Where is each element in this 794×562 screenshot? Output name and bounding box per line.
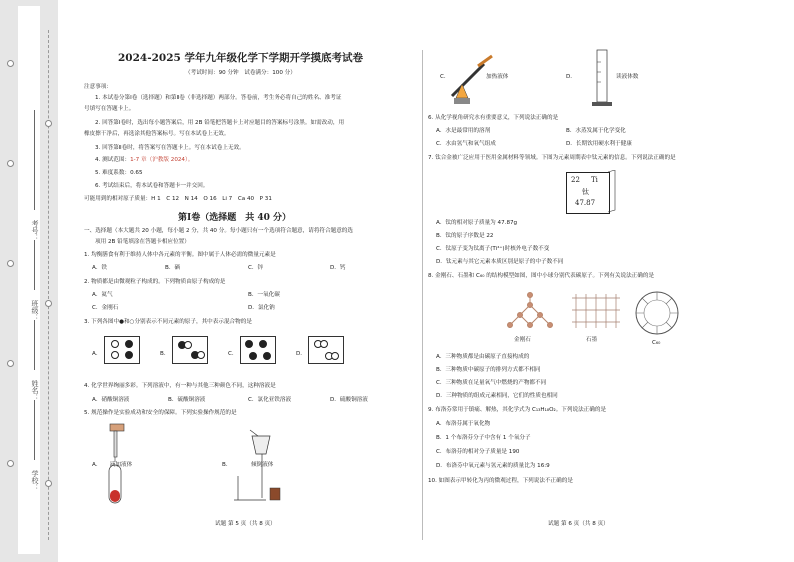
fill-line (34, 240, 35, 290)
q8-option-c: C．三种物质在足量氧气中燃烧的产物都不同 (436, 380, 547, 386)
question-9: 9. 布洛芬常用于镇痛、解热，其化学式为 C₁₃H₁₈O₂。下列说法正确的是 (428, 407, 607, 413)
exam-meta: （考试时间：90 分钟 试卷满分：100 分） (185, 70, 296, 76)
column-divider (422, 50, 423, 540)
note-5: 5. 难度系数：0.65 (95, 170, 143, 176)
q4-option-b: B．硫酸铜溶液 (168, 397, 206, 403)
atomic-mass: 47.87 (575, 199, 596, 207)
binding-hole-icon (45, 480, 52, 487)
q1-option-c: C．锌 (248, 265, 264, 271)
q1-option-b: B．硒 (165, 265, 181, 271)
atomic-number: 22 (571, 176, 580, 184)
q8-option-b: B．三种物质中碳原子的排列方式都不相同 (436, 367, 541, 373)
fill-line (34, 320, 35, 370)
exam-title: 2024-2025 学年九年级化学下学期开学摸底考试卷 (118, 52, 363, 64)
cut-line (48, 30, 49, 540)
q5-option-c: 加热液体 (486, 74, 509, 80)
atom-icon (125, 351, 133, 359)
q5-option-b: B． 倾倒液体 (222, 462, 274, 468)
binding-hole-icon (45, 300, 52, 307)
q9-option-d: D．布洛芬中氧元素与氢元素的质量比为 16:9 (436, 463, 550, 469)
atom-icon (259, 340, 267, 348)
q4-option-d: D．硫酸铜溶液 (330, 397, 368, 403)
cell-3d-edge (608, 170, 616, 214)
c60-structure-drawing (632, 288, 682, 338)
q2-option-b: B．一氧化碳 (248, 292, 280, 298)
note-1a: 1. 本试卷分第Ⅰ卷（选择题）和第Ⅱ卷（非选择题）两部分。答卷前，考生务必将自己的姓名、准考证 (95, 95, 342, 101)
q5-option-d: 读液体数 (616, 74, 639, 80)
binding-hole-icon (45, 120, 52, 127)
q4-option-a: A．硝酸铜溶液 (92, 397, 130, 403)
note-2b: 橡皮擦干净后，再选涂其他答案标号。写在本试卷上无效。 (84, 131, 230, 137)
question-3: 3. 下列各图中●和○分别表示不同元素的原子，其中表示混合物的是 (84, 319, 252, 325)
q6-option-c: C．水由氢气和氧气组成 (436, 141, 496, 147)
q9-option-a: A．布洛芬属于氧化物 (436, 421, 491, 427)
atom-icon (245, 340, 253, 348)
fill-line (34, 400, 35, 460)
notes-heading: 注意事项： (84, 84, 112, 90)
binding-hole-icon (7, 460, 14, 467)
note-4-label: 4. 测试范围： (95, 157, 131, 163)
sidebar-school-label: 学校： (31, 470, 39, 491)
question-4: 4. 化学世界绚丽多彩。下列溶液中，有一种与其他三种颜色不同，这种溶液是 (84, 383, 276, 389)
atom-icon (111, 340, 119, 348)
q6-option-a: A．水是最常用的溶剂 (436, 128, 491, 134)
q4-option-c: C．氯化亚铁溶液 (248, 397, 292, 403)
fill-line (34, 110, 35, 210)
q7-option-a: A．钛的相对原子质量为 47.87g (436, 220, 518, 226)
note-1b: 号填写在答题卡上。 (84, 106, 135, 112)
page-footer-left: 试题 第 5 页（共 8 页） (215, 521, 276, 527)
part1-heading: 第Ⅰ卷（选择题 共 40 分） (178, 213, 292, 223)
binding-hole-icon (7, 260, 14, 267)
diamond-label: 金刚石 (514, 337, 531, 343)
graduated-cylinder-drawing (590, 48, 614, 108)
q3-option-a: A． (92, 351, 102, 357)
question-1: 1. 均衡膳食有利于维持人体中各元素的平衡。图中属于人体必需的微量元素是 (84, 252, 276, 258)
sidebar-name-label: 姓名： (31, 380, 39, 401)
q8-option-a: A．三种物质都是由碳原子直接构成的 (436, 354, 530, 360)
binding-hole-icon (7, 60, 14, 67)
q5-option-d-label: D． (566, 74, 576, 80)
sidebar-class-label: 班级： (31, 300, 39, 321)
q3-option-b: B． (160, 351, 170, 357)
q7-option-c: C．钛原子变为钛离子(Ti⁴⁺)时核外电子数不变 (436, 246, 550, 252)
q3-option-d: D． (296, 351, 306, 357)
c60-label: C₆₀ (652, 340, 661, 346)
diamond-structure-drawing (500, 290, 560, 335)
q2-option-a: A．氦气 (92, 292, 113, 298)
note-4-range: 1-7 章（沪教版 2024）。 (130, 157, 194, 163)
atom-icon (249, 352, 257, 360)
q1-option-d: D．钙 (330, 265, 346, 271)
q9-option-b: B．1 个布洛芬分子中含有 1 个氧分子 (436, 435, 531, 441)
atom-icon (320, 340, 328, 348)
q1-option-a: A．铁 (92, 265, 108, 271)
element-symbol: Ti (591, 176, 598, 184)
q3-diagram-c (240, 336, 276, 364)
q2-option-d: D．氯化钠 (248, 305, 275, 311)
q3-diagram-d (308, 336, 344, 364)
atom-icon (111, 351, 119, 359)
note-6: 6. 考试结束后，将本试卷和答题卡一并交回。 (95, 183, 209, 189)
q3-diagram-a (104, 336, 140, 364)
page-footer-right: 试题 第 6 页（共 8 页） (548, 521, 609, 527)
atom-icon (263, 352, 271, 360)
q6-option-b: B．水蒸发属于化学变化 (566, 128, 626, 134)
note-3: 3. 回答第Ⅱ卷时，将答案写在答题卡上。写在本试卷上无效。 (95, 145, 245, 151)
question-5: 5. 规范操作是实验成功和安全的保障。下列实验操作规范的是 (84, 410, 237, 416)
q2-option-c: C．金刚石 (92, 305, 119, 311)
atom-icon (197, 351, 205, 359)
question-2: 2. 物质都是由微观粒子构成的。下列物质由原子构成的是 (84, 279, 226, 285)
atom-icon (331, 352, 339, 360)
atom-icon (184, 341, 192, 349)
question-6: 6. 从化学视角研究水有重要意义，下列说法正确的是 (428, 115, 559, 121)
atomic-mass-list: 可能用到的相对原子质量：H 1 C 12 N 14 O 16 Li 7 Ca 40 P 31 (84, 196, 272, 202)
atom-icon (125, 340, 133, 348)
question-8: 8. 金刚石、石墨和 C₆₀ 的结构模型如图，图中小球分别代表碳原子。下列有关说法正确的是 (428, 273, 655, 279)
binding-hole-icon (7, 160, 14, 167)
q9-option-c: C．布洛芬的相对分子质量是 190 (436, 449, 520, 455)
note-2a: 2. 回答第Ⅰ卷时，选出每小题答案后，用 2B 铅笔把答题卡上对应题目的答案标号涂黑。如需改动，用 (95, 120, 345, 126)
q7-option-d: D．钛元素与其它元素本质区别是原子的中子数不同 (436, 259, 564, 265)
periodic-table-cell (566, 172, 610, 214)
element-name: 钛 (582, 188, 589, 196)
graphite-structure-drawing (568, 290, 624, 335)
note-4 (95, 157, 193, 164)
q3-option-c: C． (228, 351, 238, 357)
q6-option-d: D．长期饮用硬水利于健康 (566, 141, 632, 147)
question-10: 10. 如图表示甲转化为丙的微观过程，下列说法不正确的是 (428, 478, 573, 484)
binding-hole-icon (7, 360, 14, 367)
q7-option-b: B．钛的原子序数是 22 (436, 233, 494, 239)
q5-option-a: A． 滴加液体 (92, 462, 133, 468)
question-7: 7. 钛合金被广泛应用于医用金属材料等领域。下图为元素周期表中钛元素的信息。下列说法正确的是 (428, 155, 676, 161)
graphite-label: 石墨 (586, 337, 598, 343)
q3-diagram-b (172, 336, 208, 364)
part1-intro-a: 一、选择题（本大题共 20 小题，每小题 2 分，共 40 分。每小题只有一个选项符合题意，请将符合题意的选 (84, 228, 353, 234)
part1-intro-b: 项用 2B 铅笔填涂在答题卡相应位置） (95, 239, 190, 245)
sidebar-number-label: 考号： (31, 220, 39, 241)
q8-option-d: D．三种物质的组成元素相同，它们的性质也相同 (436, 393, 558, 399)
q5-option-c-label: C． (440, 74, 450, 80)
